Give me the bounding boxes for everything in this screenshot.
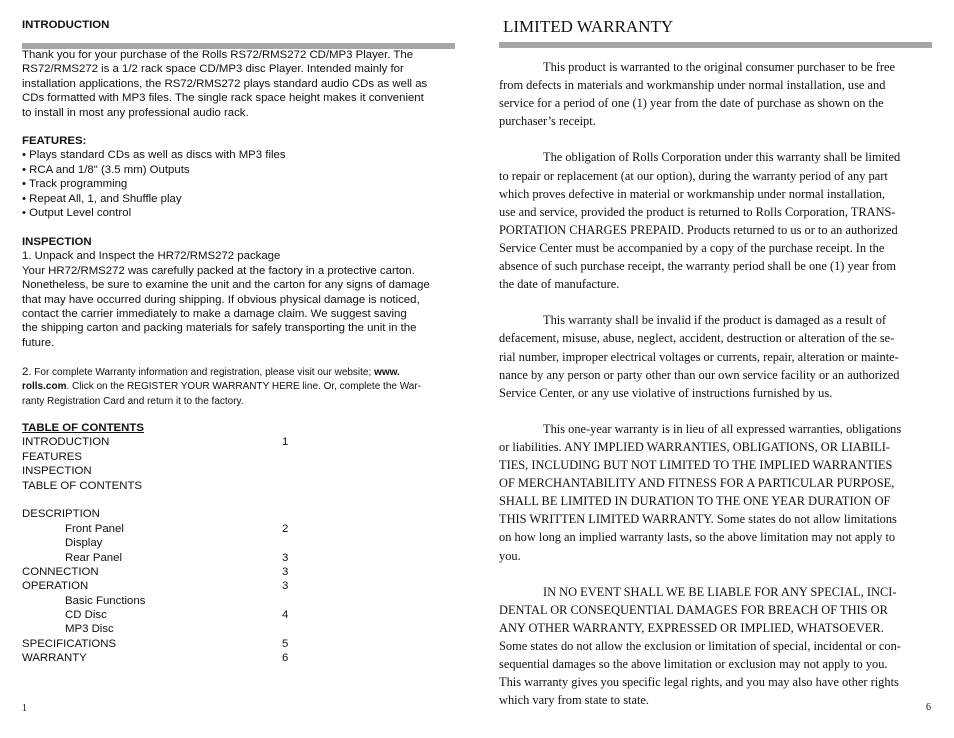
toc-entry [22, 493, 456, 507]
warranty-paragraph [499, 58, 931, 130]
toc-entry [22, 450, 456, 464]
toc-entry [22, 608, 456, 622]
warranty-line: Some states do not allow the exclusion or limitation of special, incidental or con- [499, 639, 901, 653]
warranty-paragraph [499, 420, 931, 565]
warranty-line: you. [499, 548, 521, 563]
toc-label: SPECIFICATIONS [22, 637, 117, 650]
table-of-contents [22, 421, 456, 666]
toc-page-number: 6 [282, 652, 289, 665]
inspection-section [22, 235, 456, 350]
toc-entry [22, 507, 456, 521]
warranty-line: OF MERCHANTABILITY AND FITNESS FOR A PARTICULAR PURPOSE, [499, 476, 895, 491]
toc-label: TABLE OF CONTENTS [22, 479, 143, 492]
toc-entry [22, 551, 456, 565]
features-heading: FEATURES: [22, 135, 87, 147]
warranty-line: This product is warranted to the original consumer purchaser to be free [543, 60, 895, 74]
intro-heading: INTRODUCTION [22, 19, 110, 31]
toc-label: MP3 Disc [65, 623, 114, 636]
warranty-line: This warranty shall be invalid if the product is damaged as a result of [543, 313, 887, 328]
registration-text: For complete Warranty information and registration, please visit our website; [31, 367, 375, 378]
warranty-line: ANY OTHER WARRANTY, EXPRESSED OR IMPLIED, WHATSOEVER. [499, 620, 884, 635]
toc-entry [22, 594, 456, 608]
toc-page-number: 3 [282, 551, 289, 564]
step-number: 2. [22, 366, 32, 378]
warranty-line: defacement, misuse, abuse, neglect, accident, destruction or alteration of the se- [499, 331, 895, 346]
inspection-line: that may have occurred during shipping. If obvious physical damage is noticed, [22, 293, 420, 306]
warranty-line: IN NO EVENT SHALL WE BE LIABLE FOR ANY SPECIAL, INCI- [543, 584, 897, 599]
warranty-line: This one-year warranty is in lieu of all expressed warranties, obligations [543, 421, 902, 436]
toc-title: TABLE OF CONTENTS [22, 422, 144, 434]
warranty-line: sequential damages so the above limitation or exclusion may not apply to you. [499, 657, 888, 672]
registration-text: . Click on the REGISTER YOUR WARRANTY HERE line. Or, complete the War- [66, 381, 422, 393]
page-title: LIMITED WARRANTY [503, 17, 674, 36]
inspection-line: Your HR72/RMS272 was carefully packed at the factory in a protective carton. [22, 264, 415, 277]
inspection-line: 1. Unpack and Inspect the HR72/RMS272 package [22, 250, 281, 263]
warranty-paragraph [499, 148, 931, 293]
toc-label: INTRODUCTION [22, 436, 110, 449]
toc-entry [22, 651, 456, 665]
toc-entry [22, 464, 456, 478]
warranty-paragraph [499, 583, 931, 710]
features-section [22, 134, 456, 220]
warranty-paragraph [499, 311, 931, 401]
intro-line: installation applications, the RS72/RMS272 plays standard audio CDs as well as [22, 77, 428, 90]
warranty-line: the date of manufacture. [499, 277, 620, 292]
intro-line: Thank you for your purchase of the Rolls RS72/RMS272 CD/MP3 Player. The [22, 49, 414, 61]
feature-item: • Repeat All, 1, and Shuffle play [22, 192, 182, 205]
toc-label: CD Disc [65, 609, 107, 622]
toc-label: Front Panel [65, 522, 124, 535]
website-link[interactable]: www. [374, 367, 400, 378]
warranty-line: service for a period of one (1) year from the date of purchase as shown on the [499, 96, 884, 111]
warranty-line: DENTAL OR CONSEQUENTIAL DAMAGES FOR BREACH OF THIS OR [499, 602, 888, 617]
toc-label: Basic Functions [65, 594, 146, 607]
toc-label: OPERATION [22, 580, 89, 593]
warranty-line: Service Center, or any use violative of instructions furnished by us. [499, 385, 833, 400]
toc-label: WARRANTY [22, 652, 87, 665]
toc-page-number: 1 [282, 436, 289, 449]
feature-item: • RCA and 1/8" (3.5 mm) Outputs [22, 163, 190, 176]
website-link[interactable]: rolls.com [22, 381, 67, 393]
page-number: 1 [22, 703, 27, 714]
registration-note [22, 365, 456, 409]
toc-label: INSPECTION [22, 465, 92, 478]
warranty-line: nance by any person or party other than our own service facility or an authorized [499, 367, 900, 382]
inspection-line: Nonetheless, be sure to examine the unit and the carton for any signs of damage [22, 279, 430, 292]
toc-page-number: 3 [282, 580, 289, 593]
warranty-line: This warranty gives you specific legal rights, and you may also have other rights [499, 675, 899, 690]
toc-entry [22, 622, 456, 636]
warranty-line: to repair or replacement (at our option), during the warranty period of any part [499, 168, 888, 183]
registration-text: ranty Registration Card and return it to the factory. [22, 395, 244, 407]
warranty-line: use and service, provided the product is returned to Rolls Corporation, TRANS- [499, 204, 896, 219]
toc-label: FEATURES [22, 450, 82, 463]
warranty-line: THIS WRITTEN LIMITED WARRANTY. Some states do not allow limitations [499, 512, 897, 527]
toc-entry [22, 565, 456, 579]
warranty-line: on how long an implied warranty lasts, so the above limitation may not apply to [499, 530, 896, 545]
warranty-line: purchaser’s receipt. [499, 114, 596, 129]
toc-entry [22, 536, 456, 550]
warranty-line: from defects in materials and workmanship under normal installation, use and [499, 78, 886, 93]
toc-label: Display [65, 537, 103, 550]
toc-label: CONNECTION [22, 565, 99, 578]
toc-entry [22, 435, 456, 449]
warranty-line: absence of such purchase receipt, the warranty period shall be one (1) year from [499, 259, 897, 274]
warranty-line: SHALL BE LIMITED IN DURATION TO THE ONE YEAR DURATION OF [499, 494, 891, 509]
warranty-line: Service Center must be accompanied by a copy of the purchase receipt. In the [499, 240, 885, 255]
toc-entry [22, 522, 456, 536]
toc-page-number: 2 [282, 522, 289, 535]
feature-item: • Track programming [22, 178, 128, 191]
toc-label: Rear Panel [65, 551, 122, 564]
feature-item: • Output Level control [22, 207, 132, 220]
intro-line: to install in most any professional audio rack. [22, 106, 249, 119]
page-number: 6 [926, 702, 931, 713]
warranty-line: TIES, INCLUDING BUT NOT LIMITED TO THE IMPLIED WARRANTIES [499, 458, 893, 473]
inspection-heading: INSPECTION [22, 236, 92, 248]
toc-label: DESCRIPTION [22, 508, 100, 521]
warranty-line: which vary from state to state. [499, 693, 650, 708]
section-rule [499, 42, 932, 48]
intro-line: CDs formatted with MP3 files. The single rack space height makes it convenient [22, 92, 424, 105]
warranty-line: The obligation of Rolls Corporation under this warranty shall be limited [543, 150, 901, 165]
inspection-line: contact the carrier immediately to make a damage claim. We suggest saving [22, 308, 407, 321]
intro-paragraph [22, 48, 456, 120]
inspection-line: the shipping carton and packing materials for safely transporting the unit in the [22, 322, 417, 335]
toc-entry [22, 479, 456, 493]
warranty-line: rial number, improper electrical voltages or currents, repair, alteration or mainte- [499, 349, 899, 364]
inspection-line: future. [22, 336, 55, 349]
feature-item: • Plays standard CDs as well as discs with MP3 files [22, 149, 286, 162]
warranty-line: which proves defective in material or workmanship under normal installation, [499, 186, 886, 201]
toc-entry [22, 579, 456, 593]
intro-line: RS72/RMS272 is a 1/2 rack space CD/MP3 disc Player. Intended mainly for [22, 63, 404, 76]
warranty-body [499, 58, 931, 727]
warranty-line: PORTATION CHARGES PREPAID. Products returned to us or to an authorized [499, 222, 898, 237]
toc-page-number: 3 [282, 565, 289, 578]
toc-page-number: 4 [282, 609, 289, 622]
toc-entry [22, 637, 456, 651]
warranty-line: or liabilities. ANY IMPLIED WARRANTIES, OBLIGATIONS, OR LIABILI- [499, 439, 890, 454]
toc-page-number: 5 [282, 637, 289, 650]
